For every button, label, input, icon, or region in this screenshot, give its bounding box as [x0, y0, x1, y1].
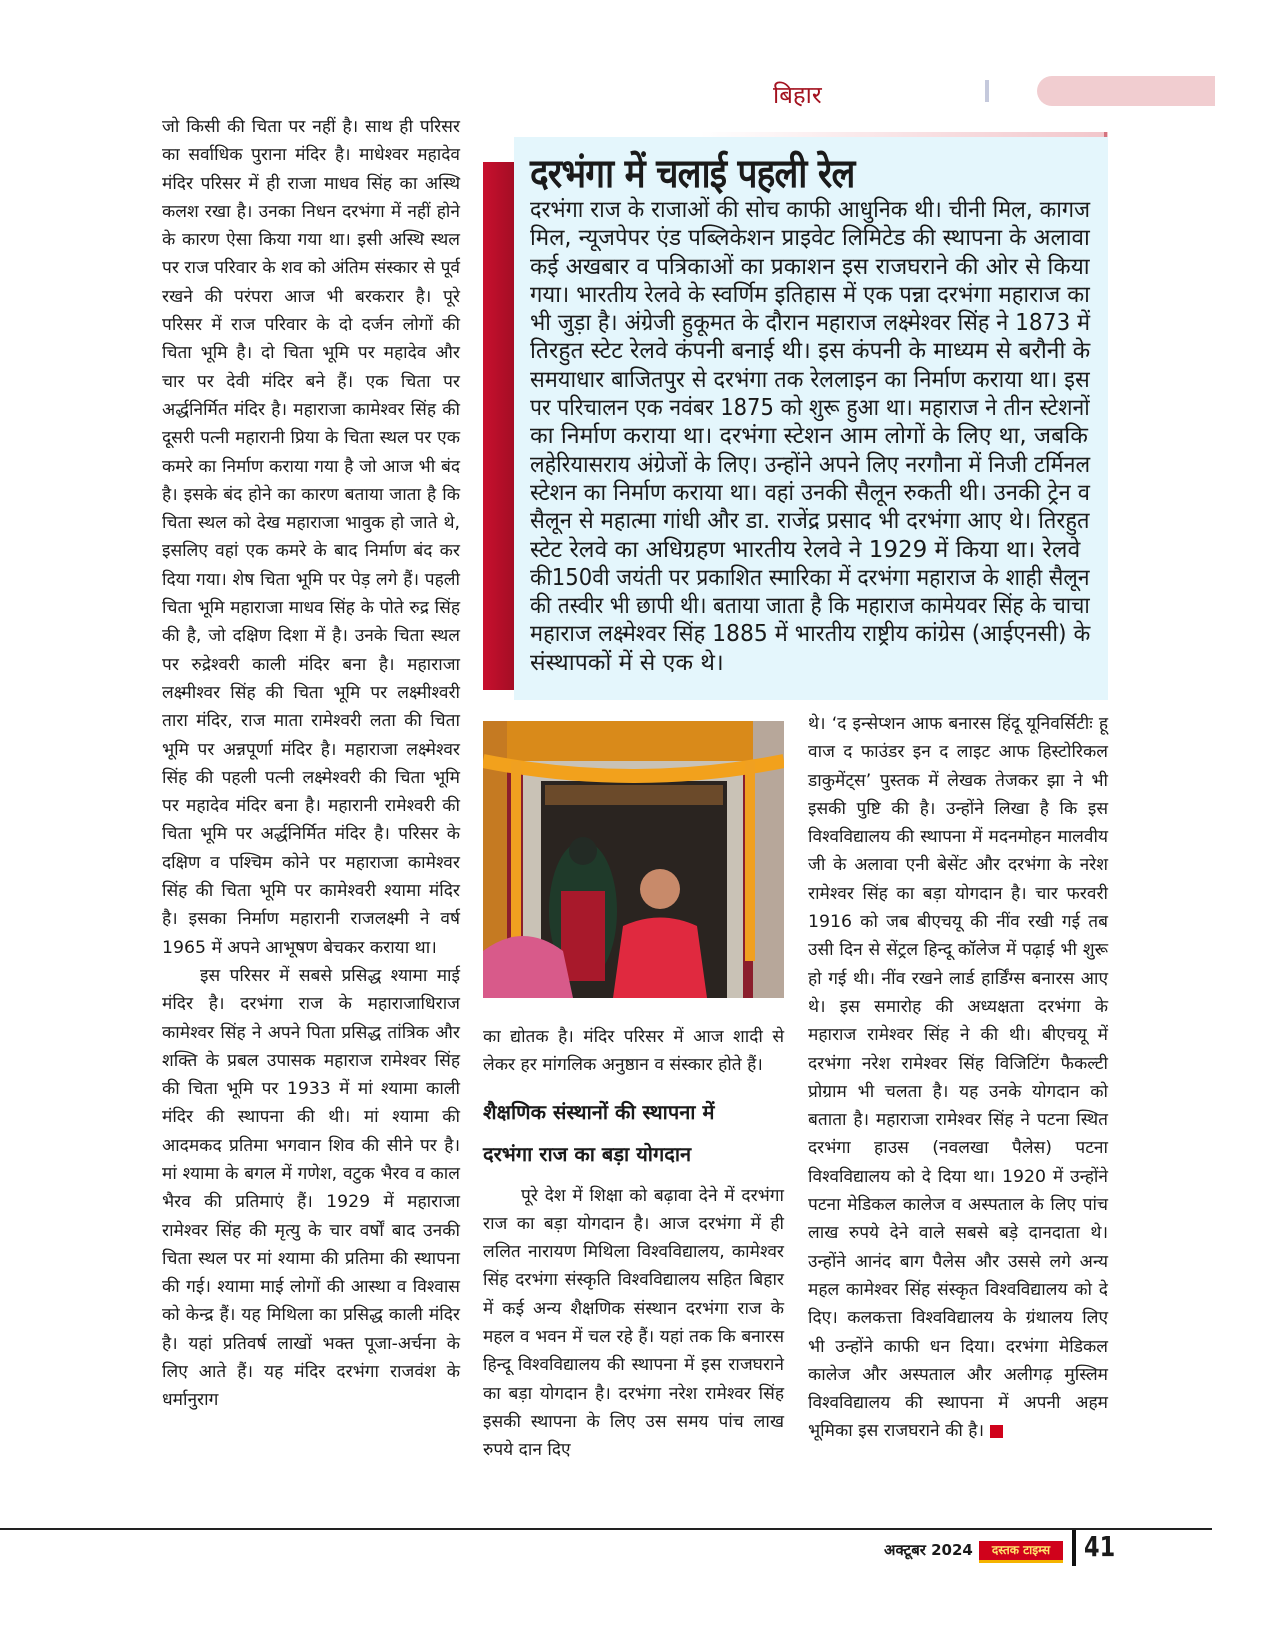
sidebar-box-line: समयाधार बाजितपुर से दरभंगा तक रेललाइन का निर्माण कराया था। इस [530, 366, 1090, 393]
sidebar-box-title: दरभंगा में चलाई पहली रेल [530, 151, 855, 197]
sidebar-box-line: सैलून से महात्मा गांधी और डा. राजेंद्र प्रसाद भी दरभंगा आए थे। तिरहुत [530, 508, 1090, 535]
middle-column [483, 1023, 784, 1465]
footer-date: अक्टूबर 2024 [884, 1541, 973, 1559]
left-paragraph-1: जो किसी की चिता पर नहीं है। साथ ही परिसर का सर्वाधिक पुराना मंदिर है। माधेश्वर महादेव मंदिर परिसर में ही राजा माधव सिंह का अस्थि कलश रखा है। उनका निधन दरभंगा में नहीं होने के कारण ऐसा किया गया था। इसी अस्थि स्थल पर राज परिवार के शव को अंतिम संस्कार से पूर्व रखने की परंपरा आज भी बरकरार है। पूरे परिसर में राज परिवार के दो दर्जन लोगों की चिता भूमि है। दो चिता भूमि पर महादेव और चार पर देवी मंदिर बने हैं। एक चिता पर अर्द्धनिर्मित मंदिर है। महाराजा कामेश्वर सिंह की दूसरी पत्नी महारानी प्रिया के चिता स्थल पर एक कमरे का निर्माण कराया गया है जो आज भी बंद है। इसके बंद होने का कारण बताया जाता है कि चिता स्थल को देख महाराजा भावुक हो जाते थे, इसलिए वहां एक कमरे के बाद निर्माण बंद कर दिया गया। शेष चिता भूमि पर पेड़ लगे हैं। पहली चिता भूमि महाराजा माधव सिंह के पोते रुद्र सिंह की है, जो दक्षिण दिशा में है। उनके चिता स्थल पर रुद्रेश्वरी काली मंदिर बना है। महाराजा लक्ष्मीश्वर सिंह की चिता भूमि पर लक्ष्मीश्वरी तारा मंदिर, राज माता रामेश्वरी लता की चिता भूमि पर अन्नपूर्णा मंदिर है। महाराजा लक्ष्मेश्वर सिंह की पहली पत्नी लक्ष्मेश्वरी की चिता भूमि पर महादेव मंदिर बना है। महारानी रामेश्वरी की चिता भूमि पर अर्द्धनिर्मित मंदिर है। परिसर के दक्षिण व पश्चिम कोने पर महाराजा कामेश्वर सिंह की चिता भूमि पर कामेश्वरी श्यामा मंदिर है। इसका निर्माण महारानी राजलक्ष्मी ने वर्ष 1965 में अपने आभूषण बेचकर कराया था। [162, 117, 460, 958]
temple-photo-image [483, 721, 784, 998]
sidebar-box-line: दरभंगा राज के राजाओं की सोच काफी आधुनिक थी। चीनी मिल, कागज [530, 197, 1091, 223]
left-column [162, 113, 460, 1415]
sidebar-box-line: गया। भारतीय रेलवे के स्वर्णिम इतिहास में एक पन्ना दरभंगा महाराज का [530, 281, 1090, 308]
sidebar-box-line: का निर्माण कराया था। दरभंगा स्टेशन आम लोगों के लिए था, जबकि [530, 423, 1088, 450]
sidebar-box-line: संस्थापकों में से एक थे। [530, 649, 724, 676]
sidebar-box-line: की तस्वीर भी छापी थी। बताया जाता है कि महाराज कामेयवर सिंह के चाचा [530, 593, 1090, 620]
sidebar-box-line: तिरहुत स्टेट रेलवे कंपनी बनाई थी। इस कंपनी के माध्यम से बरौनी के [530, 338, 1091, 365]
box-red-stripe [483, 162, 515, 690]
sidebar-box-line: स्टेशन का निर्माण कराया था। वहां उनकी सैलून रुकती थी। उनकी ट्रेन व [530, 479, 1090, 506]
sidebar-box-line: भी जुड़ा है। अंग्रेजी हुकूमत के दौरान महाराज लक्ष्मेश्वर सिंह ने 1873 में [530, 310, 1091, 337]
middle-paragraph: पूरे देश में शिक्षा को बढ़ावा देने में दरभंगा राज का बड़ा योगदान है। आज दरभंगा में ही ललित नारायण मिथिला विश्वविद्यालय, कामेश्वर सिंह दरभंगा संस्कृति विश्वविद्यालय सहित बिहार में कई अन्य शैक्षणिक संस्थान दरभंगा राज के महल व भवन में चल रहे हैं। यहां तक कि बनारस हिन्दू विश्वविद्यालय की स्थापना में इस राजघराने का बड़ा योगदान है। दरभंगा नरेश रामेश्वर सिंह इसकी स्थापना के लिए उस समय पांच लाख रुपये दान दिए [483, 1185, 784, 1461]
header-decoration [1037, 76, 1215, 106]
sidebar-box-line: पर परिचालन एक नवंबर 1875 को शुरू हुआ था। महाराज ने तीन स्टेशनों [530, 395, 1090, 422]
header-divider [985, 80, 989, 102]
right-paragraph-text: थे। ‘द इन्सेप्शन आफ बनारस हिंदू यूनिवर्सिटीः हू वाज द फाउंडर इन द लाइट आफ हिस्टोरिकल डाकुमेंट्स’ पुस्तक में लेखक तेजकर झा ने भी इसकी पुष्टि की है। उन्होंने लिखा है कि इस विश्वविद्यालय की स्थापना में मदनमोहन मालवीय जी के अलावा एनी बेसेंट और दरभंगा के नरेश रामेश्वर सिंह का बड़ा योगदान है। चार फरवरी 1916 को जब बीएचयू की नींव रखी गई तब उसी दिन से सेंट्रल हिन्दू कॉलेज में पढ़ाई भी शुरू हो गई थी। नींव रखने लार्ड हार्डिंग्स बनारस आए थे। इस समारोह की अध्यक्षता दरभंगा के महाराज रामेश्वर सिंह ने की थी। बीएचयू में दरभंगा नरेश रामेश्वर सिंह विजिटिंग फैकल्टी प्रोग्राम भी चलता है। यह उनके योगदान को बताता है। महाराजा रामेश्वर सिंह ने पटना स्थित दरभंगा हाउस (नवलखा पैलेस) पटना विश्वविद्यालय को दे दिया था। 1920 में उन्होंने पटना मेडिकल कालेज व अस्पताल के लिए पांच लाख रुपये देने वाले सबसे बड़े दानदाता थे। उन्होंने आनंद बाग पैलेस और उससे लगे अन्य महल कामेश्वर सिंह संस्कृत विश्वविद्यालय को दे दिए। कलकत्ता विश्वविद्यालय के ग्रंथालय लिए भी उन्होंने काफी धन दिया। दरभंगा मेडिकल कालेज और अस्पताल और अलीगढ़ मुस्लिम विश्वविद्यालय की स्थापना में अपनी अहम भूमिका इस राजघराने की है। [808, 714, 1108, 1442]
sidebar-box-line: की150वी जयंती पर प्रकाशित स्मारिका में दरभंगा महाराज के शाही सैलून [530, 564, 1090, 591]
right-column [808, 710, 1108, 1446]
subheading-line-1: शैक्षणिक संस्थानों की स्थापना में [483, 1099, 715, 1124]
sidebar-box-line: लहेरियासराय अंग्रेजों के लिए। उन्होंने अपने लिए नरगौना में निजी टर्मिनल [530, 451, 1091, 478]
subheading [483, 1098, 784, 1168]
magazine-logo: दस्तक टाइम्स [979, 1541, 1063, 1563]
footer-divider [1072, 1530, 1076, 1566]
right-paragraph [808, 710, 1108, 1446]
end-of-article-icon [990, 1425, 1003, 1438]
sidebar-box-line: कई अखबार व पत्रिकाओं का प्रकाशन इस राजघराने की ओर से किया [530, 253, 1090, 280]
sidebar-box-line: स्टेट रेलवे का अधिग्रहण भारतीय रेलवे ने 1929 में किया था। रेलवे [530, 536, 1081, 563]
middle-intro: का द्योतक है। मंदिर परिसर में आज शादी से लेकर हर मांगलिक अनुष्ठान व संस्कार होते हैं। [483, 1027, 784, 1076]
section-label: बिहार [773, 81, 822, 109]
subheading-line-2: दरभंगा राज का बड़ा योगदान [483, 1141, 692, 1166]
sidebar-box-body [530, 196, 1090, 677]
left-paragraph-2: इस परिसर में सबसे प्रसिद्ध श्यामा माई मंदिर है। दरभंगा राज के महाराजाधिराज कामेश्वर सिंह ने अपने पिता प्रसिद्ध तांत्रिक और शक्ति के प्रबल उपासक महाराज रामेश्वर सिंह की चिता भूमि पर 1933 में मां श्यामा काली मंदिर की स्थापना की थी। मां श्यामा की आदमकद प्रतिमा भगवान शिव की सीने पर है। मां श्यामा के बगल में गणेश, वटुक भैरव व काल भैरव की प्रतिमाएं हैं। 1929 में महाराजा रामेश्वर सिंह की मृत्यु के चार वर्षों बाद उनकी चिता स्थल पर मां श्यामा की प्रतिमा की स्थापना की गई। श्यामा माई लोगों की आस्था व विश्वास को केन्द्र हैं। यह मिथिला का प्रसिद्ध काली मंदिर है। यहां प्रतिवर्ष लाखों भक्त पूजा-अर्चना के लिए आते हैं। यह मंदिर दरभंगा राजवंश के धर्मानुराग [162, 965, 460, 1411]
temple-photo [483, 721, 784, 998]
footer-rule [0, 1528, 1212, 1530]
sidebar-box-line: महाराज लक्ष्मेश्वर सिंह 1885 में भारतीय राष्ट्रीय कांग्रेस (आईएनसी) के [530, 621, 1091, 648]
page-number: 41 [1084, 1530, 1116, 1563]
sidebar-box-line: मिल, न्यूजपेपर एंड पब्लिकेशन प्राइवेट लिमिटेड की स्थापना के अलावा [530, 225, 1090, 252]
